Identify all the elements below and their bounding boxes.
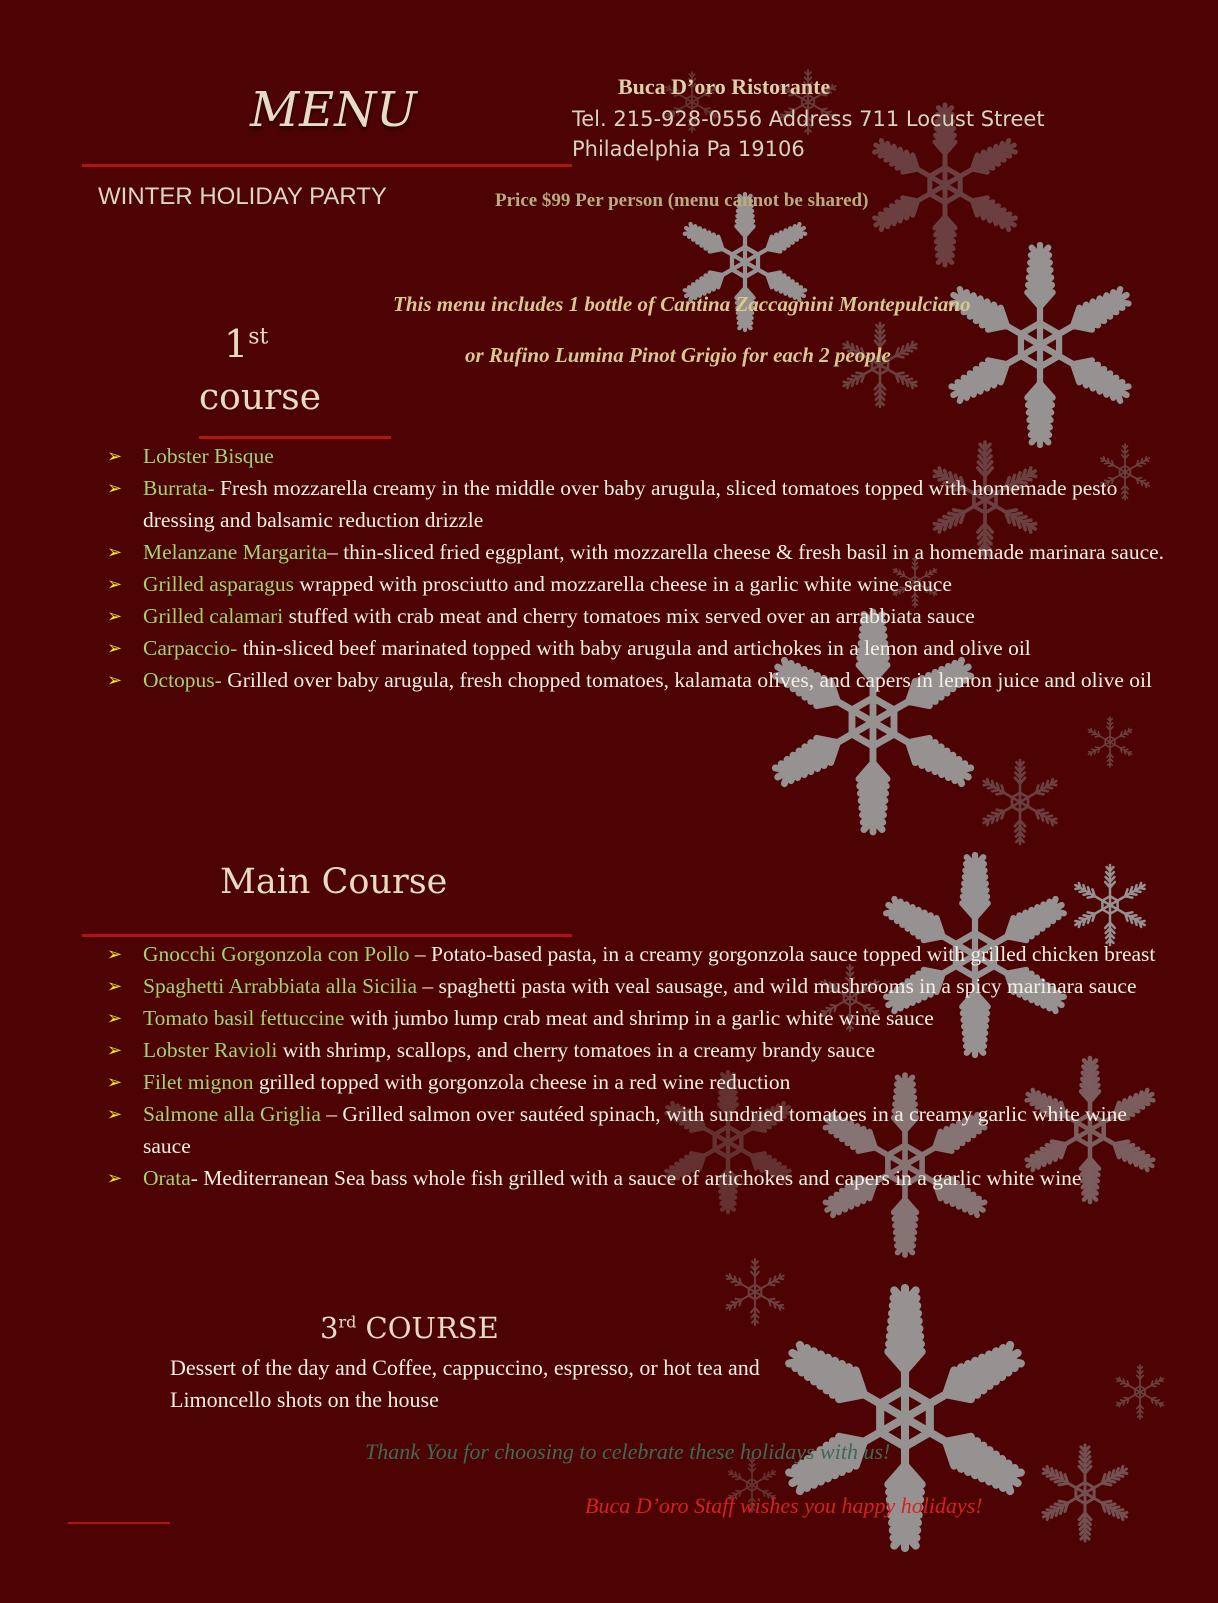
first-course-heading-suffix: st [248,324,269,350]
first-course-divider [199,436,391,439]
snowflake-icon [1043,1445,1127,1541]
dish-description: stuffed with crab meat and cherry tomatoes mix served over an arrabbiata sauce [283,604,975,628]
dish-description: with shrimp, scallops, and cherry tomatoes in a creamy brandy sauce [277,1038,875,1062]
dish-name: Spaghetti Arrabbiata alla Sicilia [143,974,418,998]
holiday-wishes: Buca D’oro Staff wishes you happy holidays! [585,1493,983,1518]
menu-title: MENU [250,82,417,138]
dish-description: grilled topped with gorgonzola cheese in a red wine reduction [253,1070,791,1094]
dish-description: thin-sliced beef marinated topped with baby arugula and artichokes in a lemon and olive oil [237,636,1031,660]
wine-note-line-1: This menu includes 1 bottle of Cantina Zaccagnini Montepulciano [393,292,971,316]
menu-item [107,664,1167,696]
snowflake-icon [1075,865,1144,945]
dessert-line-1: Dessert of the day and Coffee, cappuccino, espresso, or hot tea and [170,1355,760,1380]
third-course-heading-word: COURSE [356,1311,499,1345]
arrow-bullet-icon: ➢ [107,1072,123,1092]
arrow-bullet-icon: ➢ [107,446,123,466]
snowflake-icon [726,1259,783,1325]
dish-description: - Mediterranean Sea bass whole fish grilled with a sauce of artichokes and capers in a garlic white wine [190,1166,1082,1190]
dish-name: Melanzane Margarita [143,540,328,564]
dish-name: Carpaccio- [143,636,238,660]
dish-name: Lobster Bisque [143,444,274,468]
header-divider [82,164,572,167]
menu-item [107,1066,1167,1098]
arrow-bullet-icon: ➢ [107,1008,123,1028]
dish-name: Orata [143,1166,191,1190]
dish-name: Gnocchi Gorgonzola con Pollo [143,942,410,966]
arrow-bullet-icon: ➢ [107,976,123,996]
thank-you-note: Thank You for choosing to celebrate these holidays with us! [365,1439,891,1464]
arrow-bullet-icon: ➢ [107,1040,123,1060]
arrow-bullet-icon: ➢ [107,542,123,562]
dish-name: Octopus- [143,668,222,692]
first-course-heading-number: 1st [224,322,269,366]
restaurant-name: Buca D’oro Ristorante [618,74,831,99]
dish-description: – Potato-based pasta, in a creamy gorgonzola sauce topped with grilled chicken breast [409,942,1156,966]
arrow-bullet-icon: ➢ [107,670,123,690]
arrow-bullet-icon: ➢ [107,944,123,964]
dish-description: – Grilled salmon over sautéed spinach, with sundried tomatoes in a creamy garlic white wine sauce [143,1102,1127,1158]
snowflake-icon [952,245,1129,445]
arrow-bullet-icon: ➢ [107,606,123,626]
menu-item [107,536,1167,568]
contact-line-2: Philadelphia Pa 19106 [572,137,805,161]
main-course-list [107,938,1167,1194]
menu-item [107,440,1167,472]
menu-item [107,568,1167,600]
menu-item [107,970,1167,1002]
arrow-bullet-icon: ➢ [107,478,123,498]
dessert-text [170,1352,760,1416]
dish-name: Filet mignon [143,1070,254,1094]
third-course-heading-suffix: rd [338,1312,357,1332]
menu-item [107,1034,1167,1066]
price-note: Price $99 Per person (menu cannot be shared) [495,190,869,211]
snowflake-icon [1117,1365,1164,1419]
first-course-heading-word: course [199,377,322,418]
dish-description: Fresh mozzarella creamy in the middle over baby arugula, sliced tomatoes topped with homemade pesto dressing and balsamic reduction drizzle [143,476,1118,532]
menu-item [107,632,1167,664]
dish-description: – spaghetti pasta with veal sausage, and wild mushrooms in a spicy marinara sauce [417,974,1137,998]
dessert-line-2: Limoncello shots on the house [170,1387,439,1412]
third-course-heading: 3rd COURSE [320,1311,499,1345]
arrow-bullet-icon: ➢ [107,574,123,594]
snowflake-icon [984,760,1057,844]
event-name: WINTER HOLIDAY PARTY [98,183,387,210]
menu-item [107,472,1167,536]
dish-name: Burrata- [143,476,215,500]
menu-item [107,600,1167,632]
dish-description: – thin-sliced fried eggplant, with mozzarella cheese & fresh basil in a homemade marinara sauce. [327,540,1165,564]
footer-divider [68,1522,170,1524]
dish-description: with jumbo lump crab meat and shrimp in a garlic white wine sauce [344,1006,934,1030]
menu-item [107,1002,1167,1034]
arrow-bullet-icon: ➢ [107,1168,123,1188]
contact-line-1: Tel. 215-928-0556 Address 711 Locust Street [572,107,1045,131]
main-course-divider [82,934,572,937]
dish-description: wrapped with prosciutto and mozzarella cheese in a garlic white wine sauce [294,572,952,596]
menu-item [107,1098,1167,1162]
first-course-list [107,440,1167,696]
wine-note-line-2: or Rufino Lumina Pinot Grigio for each 2 people [465,343,891,367]
dish-name: Salmone alla Griglia [143,1102,321,1126]
snowflake-icon [1088,717,1131,767]
arrow-bullet-icon: ➢ [107,638,123,658]
menu-item [107,1162,1167,1194]
menu-item [107,938,1167,970]
arrow-bullet-icon: ➢ [107,1104,123,1124]
dish-name: Tomato basil fettuccine [143,1006,345,1030]
dish-name: Grilled asparagus [143,572,295,596]
main-course-heading: Main Course [220,862,448,902]
dish-description: Grilled over baby arugula, fresh chopped tomatoes, kalamata olives, and capers in lemon juice and olive oil [221,668,1152,692]
dish-name: Lobster Ravioli [143,1038,278,1062]
dish-name: Grilled calamari [143,604,284,628]
